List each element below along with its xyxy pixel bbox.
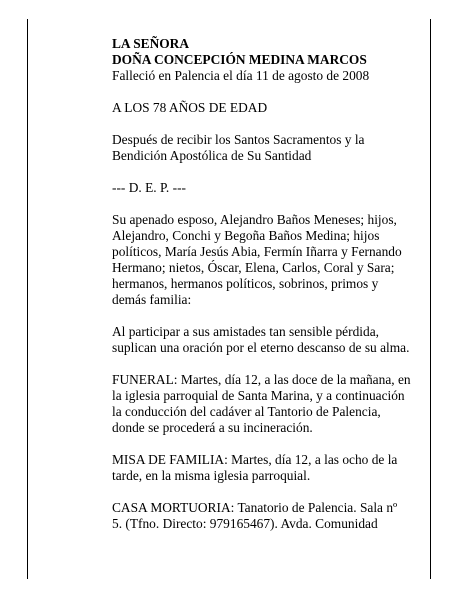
family-line: hermanos, hermanos políticos, sobrinos, primos y [112,276,379,291]
mass-line: tarde, en la misma iglesia parroquial. [112,468,311,483]
obituary-text [112,36,411,548]
mortuary-line: 5. (Tfno. Directo: 979165467). Avda. Comunidad [112,516,378,531]
age-line: A LOS 78 AÑOS DE EDAD [112,100,268,115]
sacraments-paragraph [112,132,397,164]
request-line: suplican una oración por el eterno descanso de su alma. [112,340,410,355]
deceased-name: DOÑA CONCEPCIÓN MEDINA MARCOS [112,52,367,67]
mass-line: MISA DE FAMILIA: Martes, día 12, a las ocho de la [112,452,398,467]
family-line: políticos, María Jesús Abia, Fermín Iñarra y Fernando [112,244,402,259]
mortuary-line: CASA MORTUORIA: Tanatorio de Palencia. Sala nº [112,500,398,515]
family-paragraph [112,212,402,308]
family-line: Alejandro, Conchi y Begoña Baños Medina; hijos [112,228,380,243]
title-line: LA SEÑORA [112,36,190,51]
family-line: Su apenado esposo, Alejandro Baños Meneses; hijos, [112,212,397,227]
request-paragraph [112,324,410,356]
funeral-line: donde se procederá a su incineración. [112,420,313,435]
family-line: demás familia: [112,292,192,307]
family-line: Hermano; nietos, Óscar, Elena, Carlos, Coral y Sara; [112,260,395,275]
funeral-line: la conducción del cadáver al Tantorio de Palencia, [112,404,381,419]
mortuary-paragraph [112,500,397,532]
header-block [112,36,397,84]
sacraments-line: Después de recibir los Santos Sacramentos y la [112,132,365,147]
dep-line: --- D. E. P. --- [112,180,187,195]
death-line: Falleció en Palencia el día 11 de agosto de 2008 [112,68,370,83]
dep-paragraph [112,180,397,196]
sacraments-line: Bendición Apostólica de Su Santidad [112,148,312,163]
mass-paragraph [112,452,397,484]
request-line: Al participar a sus amistades tan sensible pérdida, [112,324,379,339]
funeral-line: FUNERAL: Martes, día 12, a las doce de la mañana, en [112,372,411,387]
funeral-paragraph [112,372,411,436]
funeral-line: la iglesia parroquial de Santa Marina, y a continuación [112,388,405,403]
age-paragraph [112,100,397,116]
